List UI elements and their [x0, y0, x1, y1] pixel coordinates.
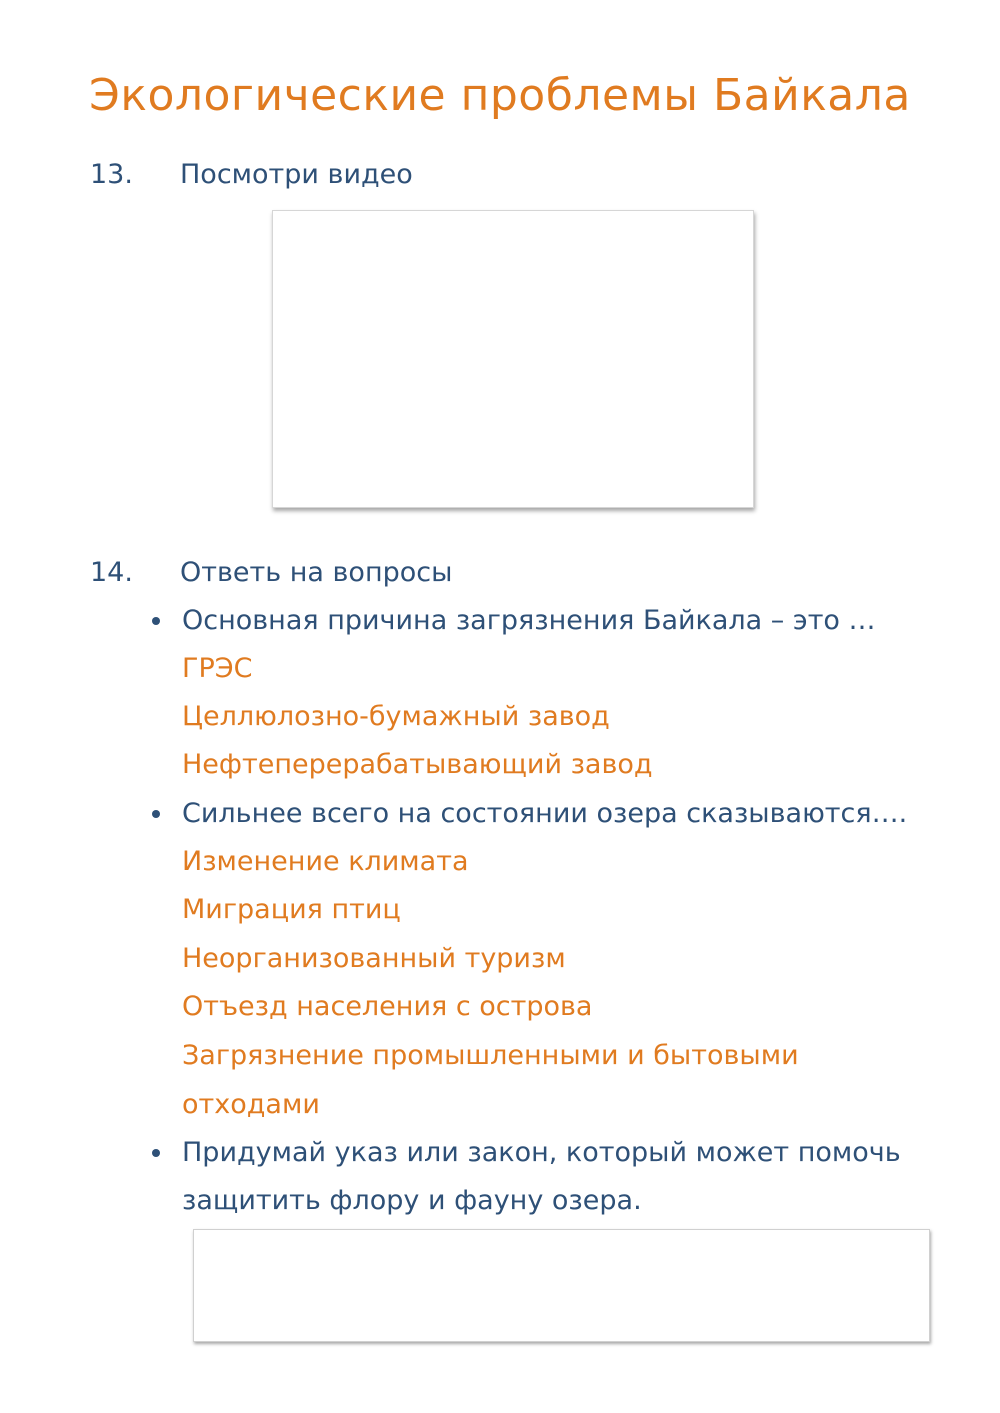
q1-option-oil-refinery[interactable]: Нефтеперерабатывающий завод — [182, 749, 653, 780]
q2-option-pollution-line1[interactable]: Загрязнение промышленными и бытовыми — [182, 1040, 799, 1071]
section-14-heading: Ответь на вопросы — [180, 557, 453, 588]
q2-option-climate-change[interactable]: Изменение климата — [182, 846, 469, 877]
answer-text-field[interactable] — [193, 1229, 930, 1342]
bullet-icon — [152, 810, 160, 818]
question-3-line1: Придумай указ или закон, который может помочь — [182, 1137, 901, 1168]
question-1-text: Основная причина загрязнения Байкала – это … — [182, 605, 876, 636]
q2-option-population-departure[interactable]: Отъезд населения с острова — [182, 991, 593, 1022]
section-13-number: 13. — [90, 159, 133, 190]
q1-option-gres[interactable]: ГРЭС — [182, 653, 253, 684]
question-2-text: Сильнее всего на состоянии озера сказываются…. — [182, 798, 908, 829]
bullet-icon — [152, 1149, 160, 1157]
q2-option-bird-migration[interactable]: Миграция птиц — [182, 894, 401, 925]
q2-option-unorganized-tourism[interactable]: Неорганизованный туризм — [182, 943, 566, 974]
page-title: Экологические проблемы Байкала — [89, 70, 911, 121]
bullet-icon — [152, 617, 160, 625]
q1-option-pulp-mill[interactable]: Целлюлозно-бумажный завод — [182, 701, 610, 732]
section-13-heading: Посмотри видео — [180, 159, 413, 190]
section-14-number: 14. — [90, 557, 133, 588]
question-3-line2: защитить флору и фауну озера. — [182, 1185, 642, 1216]
q2-option-pollution-line2[interactable]: отходами — [182, 1089, 320, 1120]
video-placeholder[interactable] — [272, 210, 754, 508]
